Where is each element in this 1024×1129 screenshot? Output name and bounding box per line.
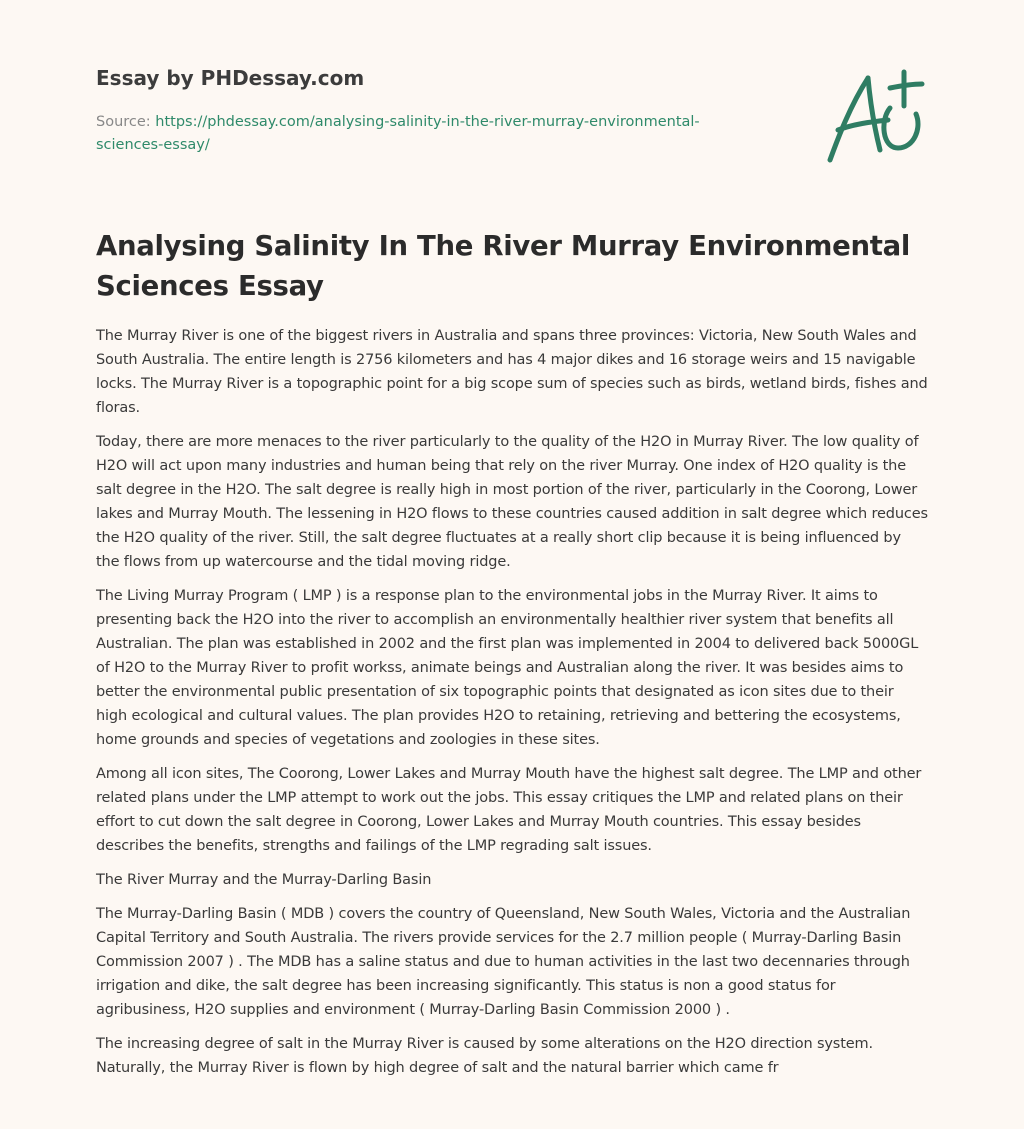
source-link[interactable]: https://phdessay.com/analysing-salinity-in-the-river-murray-environmental-sciences-essay/ xyxy=(96,114,700,153)
source-line xyxy=(96,111,736,157)
section-heading: The River Murray and the Murray-Darling Basin xyxy=(96,872,432,888)
paragraph: The increasing degree of salt in the Murray River is caused by some alterations on the H2O direction system. Naturally, the Murray River is flown by high degree of salt and the natural barrier which came fr xyxy=(96,1036,873,1076)
essay-body xyxy=(96,324,928,1090)
source-label: Source: xyxy=(96,114,156,130)
paragraph: The Living Murray Program ( LMP ) is a response plan to the environmental jobs in the Murray River. It aims to presenting back the H2O into the river to accomplish an environmentally healthier river system that benefits all Australian. The plan was established in 2002 and the first plan was implemented in 2004 to delivered back 5000GL of H2O to the Murray River to profit workss, animate beings and Australian along the river. It was besides aims to better the environmental public presentation of six topographic points that designated as icon sites due to their high ecological and cultural values. The plan provides H2O to retaining, retrieving and bettering the ecosystems, home grounds and species of vegetations and zoologies in these sites. xyxy=(96,588,919,748)
paragraph: Among all icon sites, The Coorong, Lower Lakes and Murray Mouth have the highest salt degree. The LMP and other related plans under the LMP attempt to work out the jobs. This essay critiques the LMP and related plans on their effort to cut down the salt degree in Coorong, Lower Lakes and Murray Mouth countries. This essay besides describes the benefits, strengths and failings of the LMP regrading salt issues. xyxy=(96,766,922,854)
paragraph: The Murray River is one of the biggest rivers in Australia and spans three provinces: Victoria, New South Wales and South Australia. The entire length is 2756 kilometers and has 4 major dikes and 16 storage weirs and 15 navigable locks. The Murray River is a topographic point for a big scope sum of species such as birds, wetland birds, fishes and floras. xyxy=(96,328,928,416)
site-brand: Essay by PHDessay.com xyxy=(96,66,365,90)
a-plus-logo-icon xyxy=(824,68,928,164)
paragraph: The Murray-Darling Basin ( MDB ) covers the country of Queensland, New South Wales, Victoria and the Australian Capital Territory and South Australia. The rivers provide services for the 2.7 million people ( Murray-Darling Basin Commission 2007 ) . The MDB has a saline status and due to human activities in the last two decennaries through irrigation and dike, the salt degree has been increasing significantly. This status is non a good status for agribusiness, H2O supplies and environment ( Murray-Darling Basin Commission 2000 ) . xyxy=(96,906,911,1018)
paragraph: Today, there are more menaces to the river particularly to the quality of the H2O in Murray River. The low quality of H2O will act upon many industries and human being that rely on the river Murray. One index of H2O quality is the salt degree in the H2O. The salt degree is really high in most portion of the river, particularly in the Coorong, Lower lakes and Murray Mouth. The lessening in H2O flows to these countries caused addition in salt degree which reduces the H2O quality of the river. Still, the salt degree fluctuates at a really short clip because it is being influenced by the flows from up watercourse and the tidal moving ridge. xyxy=(96,434,928,570)
essay-title: Analysing Salinity In The River Murray Environmental Sciences Essay xyxy=(96,230,910,302)
